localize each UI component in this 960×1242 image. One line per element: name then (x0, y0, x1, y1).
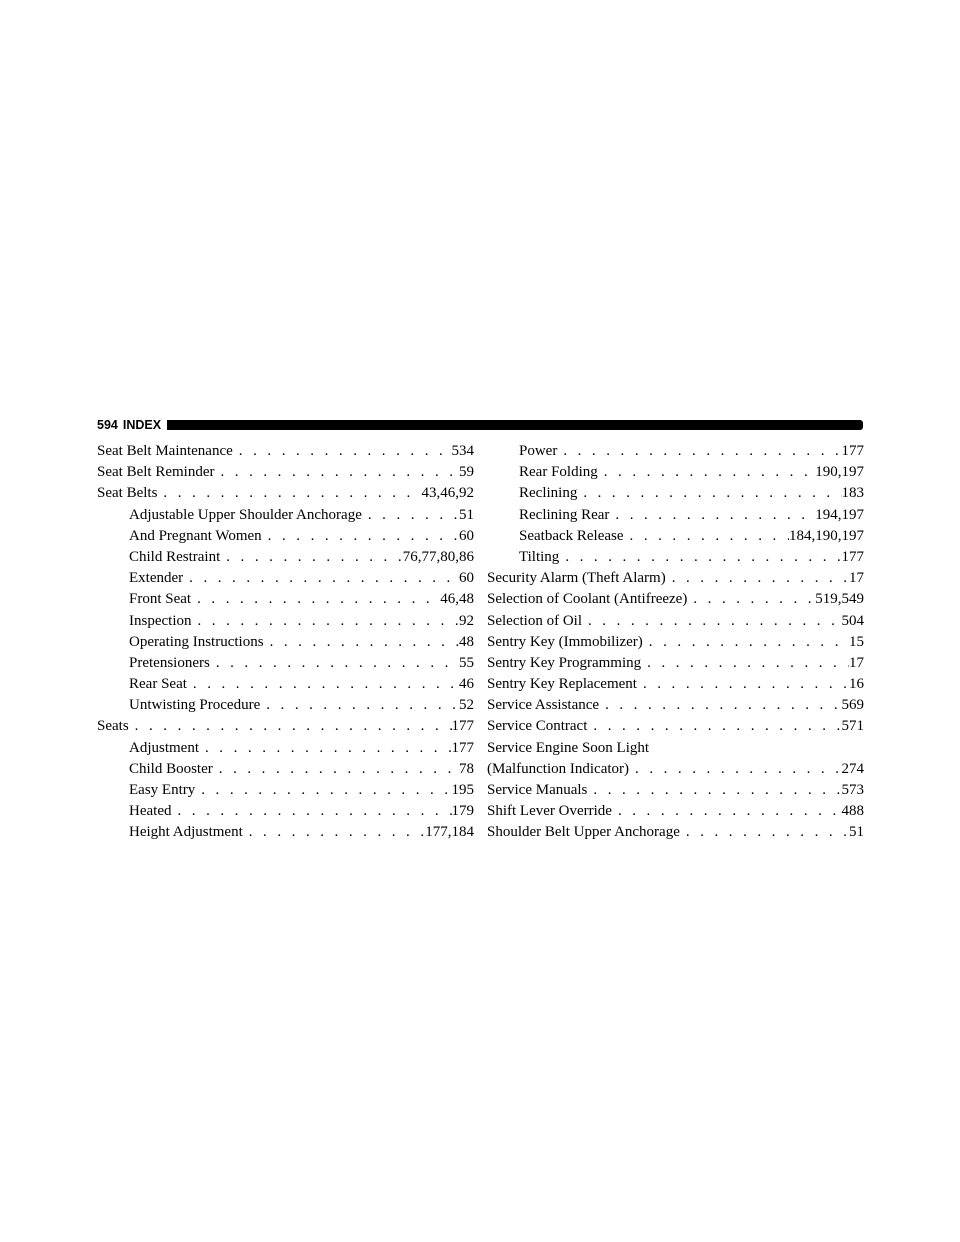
index-entry-label: Tilting (519, 548, 560, 565)
index-entry (487, 462, 864, 483)
index-entry-page: 55 (459, 654, 474, 671)
index-entry-label: Adjustable Upper Shoulder Anchorage (129, 506, 362, 523)
index-entry-label: Seat Belt Maintenance (97, 443, 233, 459)
index-entry-page: 177 (451, 718, 474, 735)
index-entry-page: 519,549 (815, 591, 864, 608)
index-entry-page: 60 (459, 527, 474, 544)
dot-leader (687, 589, 815, 610)
index-entry-page: 46 (459, 676, 474, 693)
index-entry-page: 177 (451, 739, 474, 756)
dot-leader (609, 505, 815, 526)
dot-leader (587, 716, 841, 737)
dot-leader (210, 653, 459, 674)
index-entry-page: 78 (459, 760, 474, 777)
index-entry-page: 17 (849, 570, 864, 587)
index-entry (487, 568, 864, 589)
index-entry-label: Shoulder Belt Upper Anchorage (487, 824, 680, 841)
index-entry-page: 15 (849, 633, 864, 650)
index-entry-label: Easy Entry (129, 782, 196, 798)
dot-leader (260, 695, 459, 716)
index-entry (97, 441, 474, 462)
index-entry-label: Adjustment (129, 739, 199, 756)
index-entry-label: Selection of Oil (487, 612, 582, 629)
index-entry (487, 822, 864, 843)
index-entry (487, 695, 864, 716)
dot-leader (643, 632, 849, 653)
index-entry-label: Service Contract (487, 718, 588, 735)
index-entry (487, 611, 864, 632)
index-entry-page: 183 (841, 485, 864, 502)
dot-leader (598, 462, 816, 483)
index-entry-page: 52 (459, 697, 474, 714)
dot-leader (264, 632, 459, 653)
index-entry (487, 441, 864, 462)
index-entry (97, 526, 474, 547)
dot-leader (243, 822, 426, 843)
header-rule (167, 420, 863, 430)
index-entry (487, 526, 864, 547)
dot-leader (183, 568, 459, 589)
index-entry-page: 488 (841, 803, 864, 820)
index-entry-label: Sentry Key (Immobilizer) (487, 633, 643, 650)
index-entry-page: 534 (451, 443, 474, 459)
index-entry (97, 589, 474, 610)
index-entry-page: 274 (841, 760, 864, 777)
index-entry-page: 177 (841, 548, 864, 565)
index-entry (487, 759, 864, 780)
index-entry-page: 573 (841, 782, 864, 798)
index-entry-label: Height Adjustment (129, 824, 243, 841)
index-entry (487, 483, 864, 504)
index-entry-label: Pretensioners (129, 654, 210, 671)
index-entry (487, 589, 864, 610)
dot-leader (220, 547, 403, 568)
dot-leader (637, 674, 849, 695)
dot-leader (559, 547, 841, 568)
index-entry (487, 653, 864, 674)
index-entry-label: Seats (97, 718, 129, 735)
index-entry-label: Security Alarm (Theft Alarm) (487, 570, 666, 587)
index-entry-page: 16 (849, 676, 864, 693)
index-entry (97, 738, 474, 759)
dot-leader (129, 716, 452, 737)
dot-leader (233, 441, 452, 462)
index-entry-label: Child Booster (129, 760, 213, 777)
index-entry-label: Untwisting Procedure (129, 697, 261, 714)
index-entry-label: (Malfunction Indicator) (487, 760, 630, 777)
section-title: INDEX (122, 418, 162, 432)
dot-leader (599, 695, 841, 716)
index-entry-label: Sentry Key Programming (487, 654, 642, 671)
dot-leader (171, 801, 451, 822)
index-entry-page: 195 (451, 782, 474, 798)
index-entry (97, 780, 474, 801)
dot-leader (680, 822, 849, 843)
dot-leader (187, 674, 459, 695)
index-entry-page: 59 (459, 464, 474, 481)
index-entry-page: 504 (841, 612, 864, 629)
index-entry-label: Inspection (129, 612, 192, 629)
index-entry (97, 653, 474, 674)
index-entry-label: Operating Instructions (129, 633, 264, 650)
index-entry-page: 43,46,92 (421, 485, 474, 502)
index-entry-label: Shift Lever Override (487, 803, 612, 820)
index-entry-label: Heated (129, 803, 172, 820)
index-entry-label: Service Engine Soon Light (487, 739, 650, 756)
index-entry (487, 547, 864, 568)
index-entry-label: Rear Folding (519, 464, 598, 481)
index-entry (487, 780, 864, 801)
index-entry (97, 674, 474, 695)
dot-leader (362, 505, 459, 526)
index-entry (97, 801, 474, 822)
dot-leader (582, 611, 842, 632)
index-entry (97, 632, 474, 653)
index-entry-page: 569 (841, 697, 864, 714)
index-entry (97, 822, 474, 843)
dot-leader (214, 462, 459, 483)
index-entry-label: Service Manuals (487, 782, 588, 798)
index-entry-page: 60 (459, 570, 474, 587)
index-entry-label: Seat Belts (97, 485, 158, 502)
index-entry-label: Selection of Coolant (Antifreeze) (487, 591, 688, 608)
index-entry-page: 48 (459, 633, 474, 650)
index-entry (97, 483, 474, 504)
page-number: 594 (97, 418, 118, 432)
index-entry-label: Child Restraint (129, 548, 221, 565)
index-entry-page: 177 (841, 443, 864, 459)
index-entry-label: Seatback Release (519, 527, 624, 544)
dot-leader (213, 759, 459, 780)
index-entry-label: Seat Belt Reminder (97, 464, 215, 481)
index-entry-page: 17 (849, 654, 864, 671)
index-entry (487, 738, 864, 759)
index-entry-label: Power (519, 443, 558, 459)
index-entry-label: Extender (129, 570, 184, 587)
index-entry-page: 190,197 (815, 464, 864, 481)
dot-leader (195, 780, 451, 801)
index-entry (487, 632, 864, 653)
index-entry (97, 547, 474, 568)
dot-leader (629, 759, 841, 780)
index-column-left (97, 441, 474, 844)
index-entry-page: 46,48 (440, 591, 474, 608)
index-entry-label: Reclining (519, 485, 578, 502)
index-entry-label: Service Assistance (487, 697, 600, 714)
dot-leader (262, 526, 459, 547)
dot-leader (191, 589, 440, 610)
dot-leader (157, 483, 421, 504)
index-entry (487, 801, 864, 822)
index-entry-label: Front Seat (129, 591, 192, 608)
dot-leader (612, 801, 842, 822)
dot-leader (191, 611, 459, 632)
index-entry-page: 184,190,197 (789, 527, 864, 544)
index-entry-page: 92 (459, 612, 474, 629)
index-entry-page: 571 (841, 718, 864, 735)
dot-leader (666, 568, 849, 589)
index-entry (97, 759, 474, 780)
index-entry (97, 505, 474, 526)
dot-leader (587, 780, 841, 801)
index-entry-page: 194,197 (815, 506, 864, 523)
index-entry-label: Reclining Rear (519, 506, 610, 523)
index-entry (97, 695, 474, 716)
dot-leader (557, 441, 841, 462)
index-entry-page: 51 (459, 506, 474, 523)
index-entry-page: 179 (451, 803, 474, 820)
index-entry (97, 568, 474, 589)
dot-leader (199, 738, 452, 759)
index-entry (97, 716, 474, 737)
page-header (97, 417, 863, 433)
index-entry (487, 716, 864, 737)
dot-leader (641, 653, 849, 674)
index-entry (487, 674, 864, 695)
dot-leader (577, 483, 841, 504)
index-entry-label: Rear Seat (129, 676, 187, 693)
index-entry-page: 177,184 (425, 824, 474, 841)
index-entry-page: 76,77,80,86 (402, 548, 474, 565)
index-column-right (487, 441, 864, 844)
index-entry (97, 462, 474, 483)
dot-leader (624, 526, 789, 547)
index-entry (97, 611, 474, 632)
index-entry-page: 51 (849, 824, 864, 841)
index-entry-label: Sentry Key Replacement (487, 676, 637, 693)
index-entry-label: And Pregnant Women (129, 527, 262, 544)
index-entry (487, 505, 864, 526)
